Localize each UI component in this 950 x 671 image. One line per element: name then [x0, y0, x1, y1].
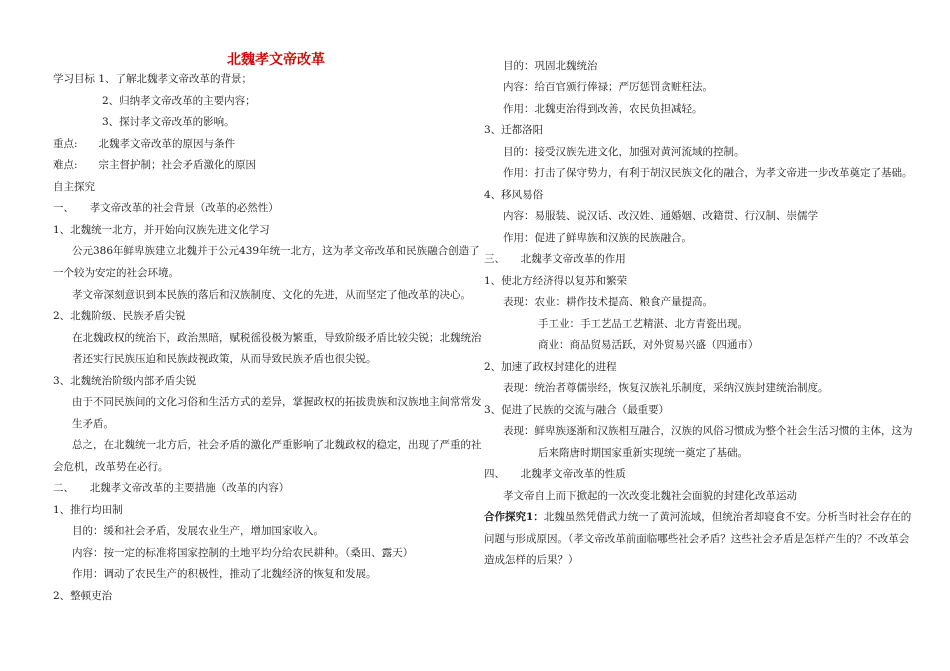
section-1-item-1-para-1a: 公元386年鲜卑族建立北魏并于公元439年统一北方，这为孝文帝改革和民族融合创造了 [72, 245, 480, 257]
section-2-item-4: 4、移风易俗 [484, 189, 544, 201]
section-2-item-2-purpose: 目的：巩固北魏统治 [503, 60, 598, 72]
cooperative-inquiry-line-1 [484, 510, 911, 524]
section-3-item-2: 2、加速了政权封建化的进程 [484, 361, 617, 373]
goal-item-3: 3、探讨孝文帝改革的影响。 [102, 116, 235, 128]
section-1-item-2-para-b: 者还实行民族压迫和民族歧视政策，从而导致民族矛盾也很尖锐。 [72, 353, 377, 365]
section-2-item-1: 1、推行均田制 [53, 504, 123, 516]
difficulty: 难点: 宗主督护制；社会矛盾激化的原因 [53, 159, 257, 171]
cooperative-inquiry-text-a: 北魏虽然凭借武力统一了黄河流域，但统治者却寝食不安。分析当时社会存在的 [543, 511, 912, 523]
section-3-item-3-show-a: 表现：鲜卑族逐渐和汉族相互融合，汉族的风俗习惯成为整个社会生活习惯的主体，这为 [503, 425, 913, 437]
section-4-heading: 四、 北魏孝文帝改革的性质 [484, 468, 626, 480]
section-3-item-1-handicraft: 手工业：手工艺品工艺精湛、北方青瓷出现。 [538, 318, 748, 330]
goal-label: 学习目标 [53, 73, 95, 85]
section-3-item-2-show: 表现：统治者尊儒崇经，恢复汉族礼乐制度，采纳汉族封建统治制度。 [503, 382, 829, 394]
cooperative-inquiry-text-b: 问题与形成原因。（孝文帝改革前面临哪些社会矛盾？这些社会矛盾是怎样产生的？不改革会 [484, 533, 910, 545]
section-2-item-2-content: 内容：给百官颁行俸禄；严厉惩罚贪赃枉法。 [503, 81, 713, 93]
section-2-item-2-effect: 作用：北魏吏治得到改善，农民负担减轻。 [503, 103, 703, 115]
section-1-item-2-para-a: 在北魏政权的统治下，政治黑暗，赋税徭役极为繁重，导致阶级矛盾比较尖锐；北魏统治 [72, 332, 482, 344]
section-3-item-1-agriculture: 表现：农业：耕作技术提高、粮食产量提高。 [503, 296, 713, 308]
section-1-summary-b: 会危机，改革势在必行。 [53, 461, 169, 473]
self-study-heading: 自主探究 [53, 181, 95, 193]
section-1-summary-a: 总之，在北魏统一北方后，社会矛盾的激化严重影响了北魏政权的稳定，出现了严重的社 [72, 439, 482, 451]
section-2-item-4-effect: 作用：促进了鲜卑族和汉族的民族融合。 [503, 232, 692, 244]
section-2-item-1-purpose: 目的：缓和社会矛盾，发展农业生产，增加国家收入。 [72, 525, 324, 537]
goal-item-1: 1、了解北魏孝文帝改革的背景； [98, 73, 253, 85]
cooperative-inquiry-label: 合作探究1： [484, 511, 544, 523]
section-2-item-2: 2、整顿吏治 [53, 590, 113, 602]
section-2-item-1-content: 内容：按一定的标准将国家控制的土地平均分给农民耕种。（桑田、露天） [72, 547, 414, 559]
learning-goals-line [53, 72, 252, 86]
section-2-item-4-content: 内容：易服装、说汉话、改汉姓、通婚姻、改籍贯、行汉制、崇儒学 [503, 210, 818, 222]
section-2-item-3-purpose: 目的：接受汉族先进文化，加强对黄河流域的控制。 [503, 146, 745, 158]
section-1-item-2: 2、北魏阶级、民族矛盾尖锐 [53, 310, 186, 322]
section-3-item-1-commerce: 商业：商品贸易活跃，对外贸易兴盛（四通市） [538, 339, 759, 351]
section-1-item-3-para-b: 生矛盾。 [72, 418, 114, 430]
key-point: 重点: 北魏孝文帝改革的原因与条件 [53, 138, 236, 150]
section-1-item-1-para-1b: 一个较为安定的社会环境。 [53, 267, 179, 279]
cooperative-inquiry-text-c: 造成怎样的后果？） [484, 554, 579, 566]
section-2-item-3-effect: 作用：打击了保守势力，有利于胡汉民族文化的融合，为孝文帝进一步改革奠定了基础。 [503, 167, 913, 179]
section-1-heading: 一、 孝文帝改革的社会背景（改革的必然性） [53, 202, 279, 214]
section-1-item-1-para-2: 孝文帝深刻意识到本民族的落后和汉族制度、文化的先进，从而坚定了他改革的决心。 [72, 289, 471, 301]
section-4-text: 孝文帝自上而下掀起的一次改变北魏社会面貌的封建化改革运动 [503, 490, 797, 502]
section-1-item-3-para-a: 由于不同民族间的文化习俗和生活方式的差异，掌握政权的拓拔贵族和汉族地主间常常发 [72, 396, 482, 408]
section-3-heading: 三、 北魏孝文帝改革的作用 [484, 253, 626, 265]
page-title: 北魏孝文帝改革 [227, 52, 325, 68]
section-2-item-3: 3、迁都洛阳 [484, 124, 544, 136]
section-3-item-3-show-b: 后来隋唐时期国家重新实现统一奠定了基础。 [538, 447, 748, 459]
section-3-item-1: 1、使北方经济得以复苏和繁荣 [484, 275, 628, 287]
section-2-item-1-effect: 作用：调动了农民生产的积极性，推动了北魏经济的恢复和发展。 [72, 568, 377, 580]
section-1-item-3: 3、北魏统治阶级内部矛盾尖锐 [53, 375, 197, 387]
section-1-item-1: 1、北魏统一北方，并开始向汉族先进文化学习 [53, 224, 270, 236]
goal-item-2: 2、归纳孝文帝改革的主要内容； [102, 95, 256, 107]
section-2-heading: 二、 北魏孝文帝改革的主要措施（改革的内容） [53, 482, 290, 494]
section-3-item-3: 3、促进了民族的交流与融合（最重要） [484, 404, 670, 416]
